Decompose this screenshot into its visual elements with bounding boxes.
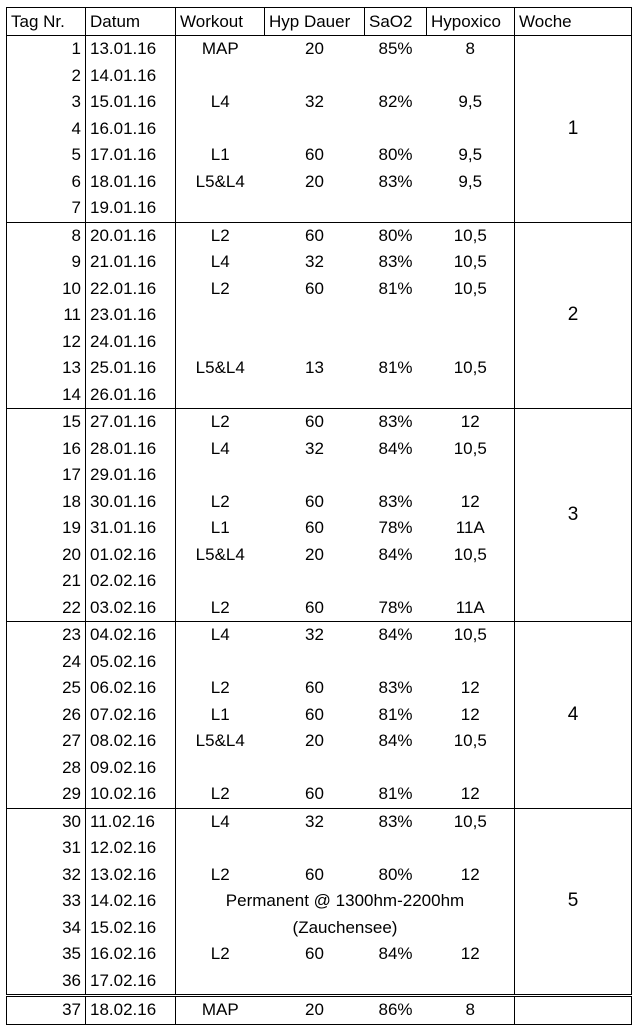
cell-workout: L2 <box>176 781 265 808</box>
cell-workout: L4 <box>176 622 265 649</box>
cell-datum: 24.01.16 <box>86 329 176 356</box>
table-row <box>7 409 632 436</box>
cell-workout: L2 <box>210 278 230 298</box>
cell-workout <box>176 568 265 595</box>
cell-tag-nr: 19 <box>7 515 86 542</box>
cell-hypoxico: 10,5 <box>453 731 487 751</box>
cell-datum: 16.02.16 <box>86 941 176 968</box>
cell-tag-nr: 30 <box>7 808 86 835</box>
cell-hyp-dauer: 13 <box>305 358 324 378</box>
cell-hyp-dauer: 60 <box>305 491 324 511</box>
cell-datum: 14.01.16 <box>86 63 176 90</box>
cell-hypoxico: 10,5 <box>453 252 487 272</box>
cell-hyp-dauer: 60 <box>305 704 324 724</box>
cell-hypoxico <box>427 116 515 143</box>
cell-sao2 <box>365 116 427 143</box>
cell-datum: 14.02.16 <box>86 888 176 915</box>
cell-hyp-dauer <box>265 329 365 356</box>
cell-hyp-dauer: 32 <box>265 808 365 835</box>
cell-tag-nr: 7 <box>7 195 86 222</box>
cell-workout: L4 <box>210 92 230 112</box>
cell-workout: L1 <box>210 145 230 165</box>
cell-hypoxico: 10,5 <box>427 222 515 249</box>
cell-tag-nr: 2 <box>7 63 86 90</box>
cell-workout: L1 <box>210 704 230 724</box>
cell-woche: 1 <box>515 36 632 223</box>
cell-woche: 3 <box>515 409 632 622</box>
cell-tag-nr: 20 <box>7 542 86 569</box>
cell-sao2: 84% <box>378 438 413 458</box>
cell-workout <box>176 835 265 862</box>
cell-hypoxico: 12 <box>427 409 515 436</box>
cell-tag-nr: 21 <box>7 568 86 595</box>
cell-sao2: 85% <box>365 36 427 63</box>
cell-sao2 <box>365 568 427 595</box>
cell-sao2: 80% <box>378 864 413 884</box>
cell-woche: 5 <box>515 808 632 996</box>
cell-sao2 <box>365 329 427 356</box>
cell-hypoxico <box>427 835 515 862</box>
cell-tag-nr: 32 <box>7 862 86 889</box>
cell-workout <box>176 462 265 489</box>
header-woche: Woche <box>515 8 632 36</box>
table-row <box>7 808 632 835</box>
cell-sao2: 86% <box>365 996 427 1025</box>
cell-datum: 31.01.16 <box>86 515 176 542</box>
cell-hyp-dauer <box>265 649 365 676</box>
cell-sao2 <box>365 462 427 489</box>
cell-tag-nr: 9 <box>7 249 86 276</box>
cell-tag-nr: 10 <box>7 276 86 303</box>
header-hyp-dauer: Hyp Dauer <box>265 8 365 36</box>
cell-tag-nr: 8 <box>7 222 86 249</box>
cell-hypoxico <box>427 649 515 676</box>
cell-workout: MAP <box>176 996 265 1025</box>
cell-tag-nr: 26 <box>7 702 86 729</box>
cell-tag-nr: 33 <box>7 888 86 915</box>
cell-hyp-dauer <box>265 302 365 329</box>
cell-hyp-dauer: 32 <box>265 622 365 649</box>
cell-hyp-dauer: 60 <box>305 678 324 698</box>
cell-workout <box>176 302 265 329</box>
cell-hyp-dauer: 60 <box>305 864 324 884</box>
cell-workout: L5&L4 <box>195 171 245 191</box>
cell-hypoxico: 10,5 <box>453 544 487 564</box>
cell-hypoxico: 8 <box>427 996 515 1025</box>
cell-hyp-dauer: 32 <box>305 438 324 458</box>
cell-datum: 08.02.16 <box>86 728 176 755</box>
cell-datum: 18.01.16 <box>86 169 176 196</box>
cell-tag-nr: 3 <box>7 89 86 116</box>
cell-datum: 15.02.16 <box>86 915 176 942</box>
cell-hypoxico: 10,5 <box>427 808 515 835</box>
cell-datum: 19.01.16 <box>86 195 176 222</box>
cell-hypoxico: 10,5 <box>453 438 487 458</box>
cell-sao2: 83% <box>365 808 427 835</box>
cell-hyp-dauer <box>265 835 365 862</box>
cell-hypoxico: 9,5 <box>458 145 483 165</box>
cell-datum: 10.02.16 <box>86 781 176 808</box>
cell-hyp-dauer: 60 <box>265 595 365 622</box>
cell-hyp-dauer: 20 <box>305 731 324 751</box>
cell-hypoxico <box>427 63 515 90</box>
cell-hypoxico: 10,5 <box>453 278 487 298</box>
cell-workout: L4 <box>176 808 265 835</box>
cell-workout: L2 <box>176 222 265 249</box>
cell-workout <box>176 116 265 143</box>
cell-hyp-dauer <box>265 116 365 143</box>
table-row <box>7 996 632 1025</box>
cell-sao2 <box>365 63 427 90</box>
cell-hyp-dauer: 20 <box>305 544 324 564</box>
header-datum: Datum <box>86 8 176 36</box>
cell-hypoxico <box>427 755 515 782</box>
cell-hypoxico <box>427 382 515 409</box>
cell-datum: 13.02.16 <box>86 862 176 889</box>
table-row <box>7 36 632 63</box>
cell-hypoxico: 12 <box>460 944 480 964</box>
cell-sao2: 81% <box>378 278 413 298</box>
cell-tag-nr: 5 <box>7 142 86 169</box>
cell-sao2: 81% <box>378 358 413 378</box>
cell-hypoxico: 8 <box>427 36 515 63</box>
cell-tag-nr: 15 <box>7 409 86 436</box>
cell-datum: 16.01.16 <box>86 116 176 143</box>
cell-hypoxico: 9,5 <box>458 171 483 191</box>
cell-hypoxico: 12 <box>460 491 480 511</box>
cell-sao2: 81% <box>365 781 427 808</box>
training-table-sheet <box>6 7 631 1025</box>
cell-datum: 03.02.16 <box>86 595 176 622</box>
cell-tag-nr: 27 <box>7 728 86 755</box>
cell-datum: 13.01.16 <box>86 36 176 63</box>
cell-sao2: 82% <box>378 92 413 112</box>
cell-workout <box>176 63 265 90</box>
cell-workout: MAP <box>176 36 265 63</box>
cell-datum: 18.02.16 <box>86 996 176 1025</box>
cell-sao2: 80% <box>378 145 413 165</box>
cell-sao2 <box>365 195 427 222</box>
cell-hypoxico: 12 <box>460 704 480 724</box>
cell-workout <box>176 329 265 356</box>
cell-sao2: 83% <box>378 252 413 272</box>
cell-sao2 <box>365 835 427 862</box>
table-row <box>7 222 632 249</box>
cell-sao2: 83% <box>378 171 413 191</box>
cell-workout: L2 <box>176 409 265 436</box>
cell-hypoxico <box>427 568 515 595</box>
cell-sao2: 83% <box>365 409 427 436</box>
cell-datum: 17.02.16 <box>86 968 176 996</box>
cell-workout: L4 <box>210 252 230 272</box>
cell-note: (Zauchensee) <box>292 917 398 937</box>
cell-hyp-dauer <box>265 968 365 996</box>
cell-workout <box>176 195 265 222</box>
cell-hyp-dauer: 20 <box>305 171 324 191</box>
cell-hypoxico: 11A <box>427 595 515 622</box>
cell-hyp-dauer <box>265 755 365 782</box>
cell-hyp-dauer: 60 <box>305 944 324 964</box>
cell-tag-nr: 18 <box>7 489 86 516</box>
cell-workout: L4 <box>210 438 230 458</box>
cell-datum: 11.02.16 <box>86 808 176 835</box>
header-workout: Workout <box>176 8 265 36</box>
cell-hypoxico <box>427 329 515 356</box>
cell-workout: L5&L4 <box>195 358 245 378</box>
cell-tag-nr: 11 <box>7 302 86 329</box>
cell-datum: 28.01.16 <box>86 436 176 463</box>
cell-workout: L2 <box>210 678 230 698</box>
cell-tag-nr: 17 <box>7 462 86 489</box>
cell-tag-nr: 34 <box>7 915 86 942</box>
cell-hyp-dauer: 60 <box>265 222 365 249</box>
cell-sao2 <box>365 382 427 409</box>
cell-hypoxico: 12 <box>460 864 480 884</box>
cell-tag-nr: 23 <box>7 622 86 649</box>
cell-hypoxico: 11A <box>455 518 485 538</box>
cell-hypoxico <box>427 462 515 489</box>
header-tag-nr: Tag Nr. <box>7 8 86 36</box>
cell-sao2: 84% <box>378 944 413 964</box>
cell-hypoxico: 10,5 <box>453 358 487 378</box>
table-row <box>7 622 632 649</box>
cell-hypoxico: 12 <box>427 781 515 808</box>
cell-woche: 2 <box>515 222 632 409</box>
cell-sao2: 78% <box>378 518 413 538</box>
cell-sao2 <box>365 302 427 329</box>
cell-datum: 29.01.16 <box>86 462 176 489</box>
cell-datum: 01.02.16 <box>86 542 176 569</box>
cell-tag-nr: 29 <box>7 781 86 808</box>
cell-datum: 27.01.16 <box>86 409 176 436</box>
cell-workout <box>176 382 265 409</box>
cell-hyp-dauer <box>265 63 365 90</box>
cell-tag-nr: 31 <box>7 835 86 862</box>
header-sao2: SaO2 <box>365 8 427 36</box>
cell-hyp-dauer: 60 <box>305 278 324 298</box>
cell-workout: L2 <box>176 595 265 622</box>
cell-datum: 07.02.16 <box>86 702 176 729</box>
cell-hyp-dauer: 60 <box>305 518 324 538</box>
cell-tag-nr: 1 <box>7 36 86 63</box>
cell-hypoxico <box>427 195 515 222</box>
cell-sao2 <box>365 968 427 996</box>
cell-datum: 20.01.16 <box>86 222 176 249</box>
cell-datum: 12.02.16 <box>86 835 176 862</box>
cell-workout: L2 <box>210 944 230 964</box>
cell-sao2: 78% <box>365 595 427 622</box>
cell-datum: 09.02.16 <box>86 755 176 782</box>
cell-tag-nr: 12 <box>7 329 86 356</box>
header-hypoxico: Hypoxico <box>427 8 515 36</box>
cell-workout: L1 <box>210 518 230 538</box>
cell-datum: 02.02.16 <box>86 568 176 595</box>
cell-datum: 21.01.16 <box>86 249 176 276</box>
cell-hyp-dauer: 20 <box>265 36 365 63</box>
cell-sao2: 83% <box>378 491 413 511</box>
cell-datum: 26.01.16 <box>86 382 176 409</box>
cell-hyp-dauer <box>265 462 365 489</box>
cell-hypoxico: 10,5 <box>427 622 515 649</box>
cell-tag-nr: 28 <box>7 755 86 782</box>
cell-sao2 <box>365 755 427 782</box>
cell-note: Permanent @ 1300hm-2200hm <box>225 891 465 911</box>
cell-datum: 04.02.16 <box>86 622 176 649</box>
cell-tag-nr: 6 <box>7 169 86 196</box>
cell-tag-nr: 13 <box>7 355 86 382</box>
cell-hyp-dauer: 32 <box>305 92 324 112</box>
cell-sao2: 81% <box>378 704 413 724</box>
cell-sao2: 83% <box>378 678 413 698</box>
cell-datum: 05.02.16 <box>86 649 176 676</box>
cell-hyp-dauer: 60 <box>265 409 365 436</box>
table-body <box>7 36 632 1025</box>
cell-datum: 17.01.16 <box>86 142 176 169</box>
cell-workout <box>176 968 265 996</box>
cell-sao2: 80% <box>365 222 427 249</box>
cell-tag-nr: 37 <box>7 996 86 1025</box>
cell-hyp-dauer <box>265 382 365 409</box>
cell-workout <box>176 649 265 676</box>
cell-sao2 <box>365 649 427 676</box>
cell-tag-nr: 35 <box>7 941 86 968</box>
cell-hyp-dauer: 60 <box>305 145 324 165</box>
cell-datum: 22.01.16 <box>86 276 176 303</box>
cell-workout: L2 <box>210 491 230 511</box>
cell-hyp-dauer <box>265 568 365 595</box>
cell-hyp-dauer: 20 <box>265 996 365 1025</box>
cell-tag-nr: 4 <box>7 116 86 143</box>
cell-hyp-dauer <box>265 195 365 222</box>
cell-datum: 25.01.16 <box>86 355 176 382</box>
cell-hyp-dauer: 60 <box>265 781 365 808</box>
cell-tag-nr: 36 <box>7 968 86 996</box>
cell-workout: L5&L4 <box>195 544 245 564</box>
cell-datum: 23.01.16 <box>86 302 176 329</box>
cell-tag-nr: 16 <box>7 436 86 463</box>
cell-datum: 06.02.16 <box>86 675 176 702</box>
cell-workout: L2 <box>210 864 230 884</box>
cell-woche <box>515 996 632 1025</box>
cell-hypoxico <box>427 968 515 996</box>
cell-datum: 15.01.16 <box>86 89 176 116</box>
cell-hypoxico <box>427 302 515 329</box>
cell-hyp-dauer: 32 <box>305 252 324 272</box>
cell-tag-nr: 24 <box>7 649 86 676</box>
cell-sao2: 84% <box>378 544 413 564</box>
cell-tag-nr: 25 <box>7 675 86 702</box>
header-row <box>7 8 632 36</box>
cell-datum: 30.01.16 <box>86 489 176 516</box>
cell-sao2: 84% <box>378 731 413 751</box>
cell-workout <box>176 755 265 782</box>
cell-workout: L5&L4 <box>195 731 245 751</box>
hypoxic-training-table <box>6 7 632 1025</box>
cell-hypoxico: 9,5 <box>458 92 483 112</box>
cell-sao2: 84% <box>365 622 427 649</box>
cell-woche: 4 <box>515 622 632 809</box>
cell-tag-nr: 14 <box>7 382 86 409</box>
cell-tag-nr: 22 <box>7 595 86 622</box>
cell-hypoxico: 12 <box>460 678 480 698</box>
